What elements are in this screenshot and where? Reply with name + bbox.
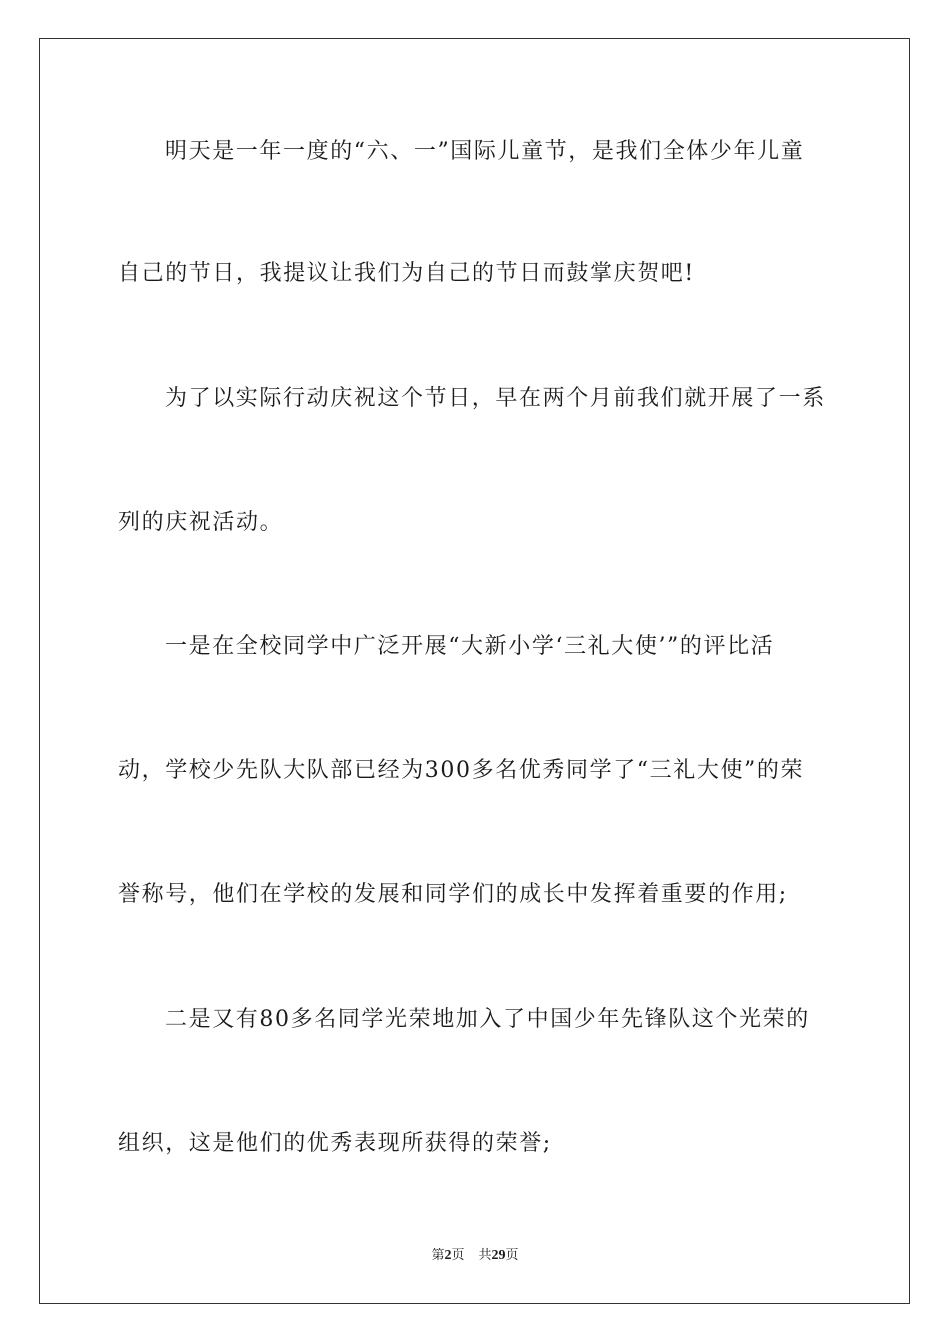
paragraph-1-line-2: 自己的节日，我提议让我们为自己的节日而鼓掌庆贺吧! (118, 261, 695, 286)
paragraph-4-line-1: 二是又有80多名同学光荣地加入了中国少年先锋队这个光荣的 (165, 1007, 810, 1032)
paragraph-3-line-2: 动，学校少先队大队部已经为300多名优秀同学了“三礼大使”的荣 (118, 758, 805, 783)
total-suffix: 页 (505, 1248, 519, 1263)
paragraph-1-line-1: 明天是一年一度的“六、一”国际儿童节，是我们全体少年儿童 (165, 139, 805, 164)
total-prefix: 共 (478, 1248, 492, 1263)
page-prefix: 第 (431, 1248, 445, 1263)
paragraph-3-line-1: 一是在全校同学中广泛开展“大新小学‘三礼大使’”的评比活 (165, 634, 775, 659)
total-page-count: 29 (491, 1248, 506, 1263)
paragraph-4-line-2: 组织，这是他们的优秀表现所获得的荣誉; (118, 1131, 552, 1156)
paragraph-2-line-1: 为了以实际行动庆祝这个节日，早在两个月前我们就开展了一系 (165, 386, 826, 411)
page-border (39, 38, 910, 1304)
paragraph-3-line-3: 誉称号，他们在学校的发展和同学们的成长中发挥着重要的作用; (118, 882, 788, 907)
page-footer (0, 1247, 950, 1265)
paragraph-2-line-2: 列的庆祝活动。 (118, 510, 284, 535)
current-page-number: 2 (444, 1248, 452, 1263)
page-suffix: 页 (451, 1248, 465, 1263)
